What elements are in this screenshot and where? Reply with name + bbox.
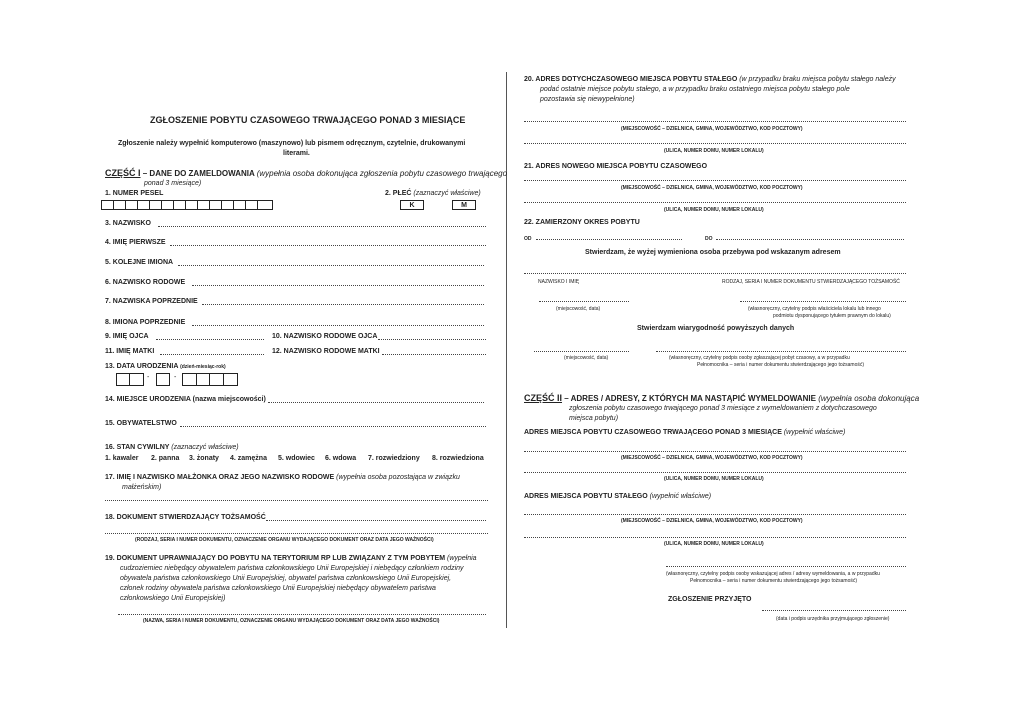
addr-perm-street-input[interactable] <box>524 537 906 538</box>
field-6-label: 6. NAZWISKO RODOWE <box>105 279 186 286</box>
certify-place-date-input[interactable] <box>534 351 629 352</box>
field-19-note: członkowskiego Unii Europejskiej) <box>120 595 226 602</box>
field-22-label: 22. ZAMIERZONY OKRES POBYTU <box>524 219 640 226</box>
caption-sign-out: Pełnomocnika – seria i numer dokumentu stwierdzającego jego tożsamość) <box>690 578 858 584</box>
field-5-input[interactable] <box>178 265 484 266</box>
addr-temp-city-input[interactable] <box>524 451 906 452</box>
field-20-note: pozostawia się niewypełnione) <box>540 96 635 103</box>
field-15-label: 15. OBYWATELSTWO <box>105 420 177 427</box>
field-19-input[interactable] <box>118 614 486 615</box>
caption-sign: (własnoręczny, czytelny podpis osoby zgłaszającej pobyt czasowy, a w przypadku <box>669 355 850 361</box>
date-separator: - <box>174 374 177 381</box>
addr-temp-label: ADRES MIEJSCA POBYTU CZASOWEGO TRWAJĄCEGO PONAD 3 MIESIĄCE (wypełnić właściwe) <box>524 429 846 436</box>
part1-header <box>105 168 507 178</box>
field-20-label: 20. ADRES DOTYCHCZASOWEGO MIEJSCA POBYTU STAŁEGO (w przypadku braku miejsca pobytu stałego należy <box>524 76 896 83</box>
field-18-input-2[interactable] <box>105 533 488 534</box>
caption-id: RODZAJ, SERIA I NUMER DOKUMENTU STWIERDZAJĄCEGO TOŻSAMOŚĆ <box>722 279 900 285</box>
marital-option[interactable]: 6. wdowa <box>325 455 357 462</box>
field-2-label: 2. PŁEĆ (zaznaczyć właściwe) <box>385 190 481 197</box>
part2-label: CZĘŚĆ II <box>524 393 563 403</box>
field-19-caption: (NAZWA, SERIA I NUMER DOKUMENTU, OZNACZENIE ORGANU WYDAJĄCEGO DOKUMENT ORAZ DATA JEGO WAŻNOŚCI) <box>143 618 440 624</box>
field-20-note: podać ostatnie miejsce pobytu stałego, a w przypadku braku ostatniego miejsca pobytu stałego pole <box>540 86 850 93</box>
caption-city: (MIEJSCOWOŚĆ – DZIELNICA, GMINA, WOJEWÓDZTWO, KOD POCZTOWY) <box>621 185 803 191</box>
addr-perm-city-input[interactable] <box>524 514 906 515</box>
field-17-note: małżeńskim) <box>122 484 162 491</box>
caption-street: (ULICA, NUMER DOMU, NUMER LOKALU) <box>664 541 764 547</box>
field-6-input[interactable] <box>192 285 484 286</box>
field-19-note: członek rodziny obywatela państwa członkowskiego Unii Europejskiej niebędący obywatelem państwa <box>120 585 436 592</box>
caption-owner: (własnoręczny, czytelny podpis właściciela lokalu lub innego <box>748 306 881 312</box>
field-21-city-input[interactable] <box>524 180 906 181</box>
accepted-label: ZGŁOSZENIE PRZYJĘTO <box>668 596 752 603</box>
field-15-input[interactable] <box>180 426 486 427</box>
part2-header <box>524 393 919 403</box>
field-14-label: 14. MIEJSCE URODZENIA (nazwa miejscowości) <box>105 396 266 403</box>
field-10-label: 10. NAZWISKO RODOWE OJCA <box>272 333 378 340</box>
date-separator: - <box>147 374 150 381</box>
caption-place-date: (miejscowość, data) <box>556 306 601 312</box>
checkout-signature-input[interactable] <box>666 566 906 567</box>
field-21-street-input[interactable] <box>524 202 906 203</box>
field-4-label: 4. IMIĘ PIERWSZE <box>105 239 166 246</box>
do-input[interactable] <box>716 239 904 240</box>
part1-note: (wypełnia osoba dokonująca zgłoszenia pobytu czasowego trwającego <box>256 169 508 178</box>
part2-note: (wypełnia osoba dokonująca <box>818 394 920 403</box>
field-7-input[interactable] <box>202 304 484 305</box>
field-8-input[interactable] <box>192 325 484 326</box>
field-8-label: 8. IMIONA POPRZEDNIE <box>105 319 186 326</box>
marital-option[interactable]: 3. żonaty <box>189 455 219 462</box>
owner-signature-input[interactable] <box>740 301 906 302</box>
addr-temp-street-input[interactable] <box>524 472 906 473</box>
confirm-text: Stwierdzam, że wyżej wymieniona osoba przebywa pod wskazanym adresem <box>585 249 841 256</box>
od-label: OD <box>524 236 532 242</box>
part1-label: CZĘŚĆ I <box>105 168 141 178</box>
field-20-street-input[interactable] <box>524 143 906 144</box>
field-9-input[interactable] <box>156 339 264 340</box>
marital-option[interactable]: 2. panna <box>151 455 180 462</box>
field-10-input[interactable] <box>378 339 486 340</box>
field-5-label: 5. KOLEJNE IMIONA <box>105 259 174 266</box>
field-9-label: 9. IMIĘ OJCA <box>105 333 149 340</box>
part2-heading: – ADRES / ADRESY, Z KTÓRYCH MA NASTĄPIĆ WYMELDOWANIE <box>564 394 816 403</box>
field-12-input[interactable] <box>382 354 486 355</box>
addr-perm-label: ADRES MIEJSCA POBYTU STAŁEGO (wypełnić właściwe) <box>524 493 712 500</box>
field-16-label: 16. STAN CYWILNY (zaznaczyć właściwe) <box>105 444 239 451</box>
caption-official: (data i podpis urzędnika przyjmującego zgłoszenie) <box>776 616 890 622</box>
marital-option[interactable]: 1. kawaler <box>105 455 139 462</box>
instruction-line-1: Zgłoszenie należy wypełnić komputerowo (maszynowo) lub pismem odręcznym, czytelnie, drukowanymi <box>118 140 466 147</box>
sex-m-checkbox[interactable]: M <box>452 200 476 210</box>
instruction-line-2: literami. <box>283 150 310 157</box>
birth-year-input[interactable] <box>182 373 238 386</box>
field-18-input[interactable] <box>266 520 486 521</box>
caption-city: (MIEJSCOWOŚĆ – DZIELNICA, GMINA, WOJEWÓDZTWO, KOD POCZTOWY) <box>621 455 803 461</box>
part1-note-2: ponad 3 miesiące) <box>144 180 202 187</box>
caption-city: (MIEJSCOWOŚĆ – DZIELNICA, GMINA, WOJEWÓDZTWO, KOD POCZTOWY) <box>621 518 803 524</box>
sex-k-checkbox[interactable]: K <box>400 200 424 210</box>
owner-place-date-input[interactable] <box>539 301 629 302</box>
caption-street: (ULICA, NUMER DOMU, NUMER LOKALU) <box>664 148 764 154</box>
field-17-label: 17. IMIĘ I NAZWISKO MAŁŻONKA ORAZ JEGO NAZWISKO RODOWE (wypełnia osoba pozostająca w związku <box>105 474 460 481</box>
certify-signature-input[interactable] <box>656 351 906 352</box>
caption-street: (ULICA, NUMER DOMU, NUMER LOKALU) <box>664 476 764 482</box>
marital-option[interactable]: 5. wdowiec <box>278 455 315 462</box>
caption-place-date: (miejscowość, data) <box>564 355 609 361</box>
certify-text: Stwierdzam wiarygodność powyższych danych <box>637 325 795 332</box>
page-divider <box>506 72 507 628</box>
marital-option[interactable]: 7. rozwiedziony <box>368 455 420 462</box>
field-19-note: obywatela państwa członkowskiego Unii Europejskiej, obywatel państwa członkowskiego Unii Europejskiej, <box>120 575 452 582</box>
field-19-label: 19. DOKUMENT UPRAWNIAJĄCY DO POBYTU NA TERYTORIUM RP LUB ZWIĄZANY Z TYM POBYTEM (wypełnia <box>105 555 477 562</box>
form-title: ZGŁOSZENIE POBYTU CZASOWEGO TRWAJĄCEGO PONAD 3 MIESIĄCE <box>150 115 466 125</box>
field-11-label: 11. IMIĘ MATKI <box>105 348 155 355</box>
field-13-label: 13. DATA URODZENIA (dzień-miesiąc-rok) <box>105 363 226 370</box>
field-17-input[interactable] <box>105 500 488 501</box>
field-7-label: 7. NAZWISKA POPRZEDNIE <box>105 298 198 305</box>
field-19-note: cudzoziemiec niebędący obywatelem państwa członkowskiego Unii Europejskiej i niebędący członkiem rodziny <box>120 565 464 572</box>
od-input[interactable] <box>536 239 682 240</box>
birth-month-input[interactable] <box>156 373 170 386</box>
caption-name: NAZWISKO I IMIĘ <box>538 279 580 285</box>
field-1-label: 1. NUMER PESEL <box>105 190 164 197</box>
field-11-input[interactable] <box>160 354 264 355</box>
caption-sign-out: (własnoręczny, czytelny podpis osoby wskazującej adres / adresy wymeldowania, a w przypadku <box>666 571 880 577</box>
official-signature-input[interactable] <box>762 610 906 611</box>
field-20-city-input[interactable] <box>524 121 906 122</box>
caption-sign: Pełnomocnika – seria i numer dokumentu stwierdzającego jego tożsamość) <box>697 362 865 368</box>
field-3-input[interactable] <box>158 226 486 227</box>
birth-day-input[interactable] <box>116 373 144 386</box>
field-18-label: 18. DOKUMENT STWIERDZAJĄCY TOŻSAMOŚĆ <box>105 514 266 521</box>
marital-option[interactable]: 8. rozwiedziona <box>432 455 484 462</box>
field-14-input[interactable] <box>268 402 484 403</box>
caption-street: (ULICA, NUMER DOMU, NUMER LOKALU) <box>664 207 764 213</box>
field-18-caption: (RODZAJ, SERIA I NUMER DOKUMENTU, OZNACZENIE ORGANU WYDAJĄCEGO DOKUMENT ORAZ DATA JEGO WAŻNOŚCI) <box>135 537 434 543</box>
field-4-input[interactable] <box>170 245 486 246</box>
caption-owner: podmiotu dysponującego tytułem prawnym do lokalu) <box>773 313 891 319</box>
part1-heading: – DANE DO ZAMELDOWANIA <box>142 169 255 178</box>
confirm-name-input[interactable] <box>524 273 906 274</box>
caption-city: (MIEJSCOWOŚĆ – DZIELNICA, GMINA, WOJEWÓDZTWO, KOD POCZTOWY) <box>621 126 803 132</box>
part2-note-3: miejsca pobytu) <box>569 415 619 422</box>
part2-note-2: zgłoszenia pobytu czasowego trwającego ponad 3 miesiące z wymeldowaniem z dotychczasowego <box>569 405 877 412</box>
marital-option[interactable]: 4. zamężna <box>230 455 267 462</box>
do-label: DO <box>705 236 713 242</box>
field-12-label: 12. NAZWISKO RODOWE MATKI <box>272 348 380 355</box>
pesel-input[interactable] <box>101 200 273 210</box>
field-21-label: 21. ADRES NOWEGO MIEJSCA POBYTU CZASOWEGO <box>524 163 708 170</box>
field-3-label: 3. NAZWISKO <box>105 220 151 227</box>
